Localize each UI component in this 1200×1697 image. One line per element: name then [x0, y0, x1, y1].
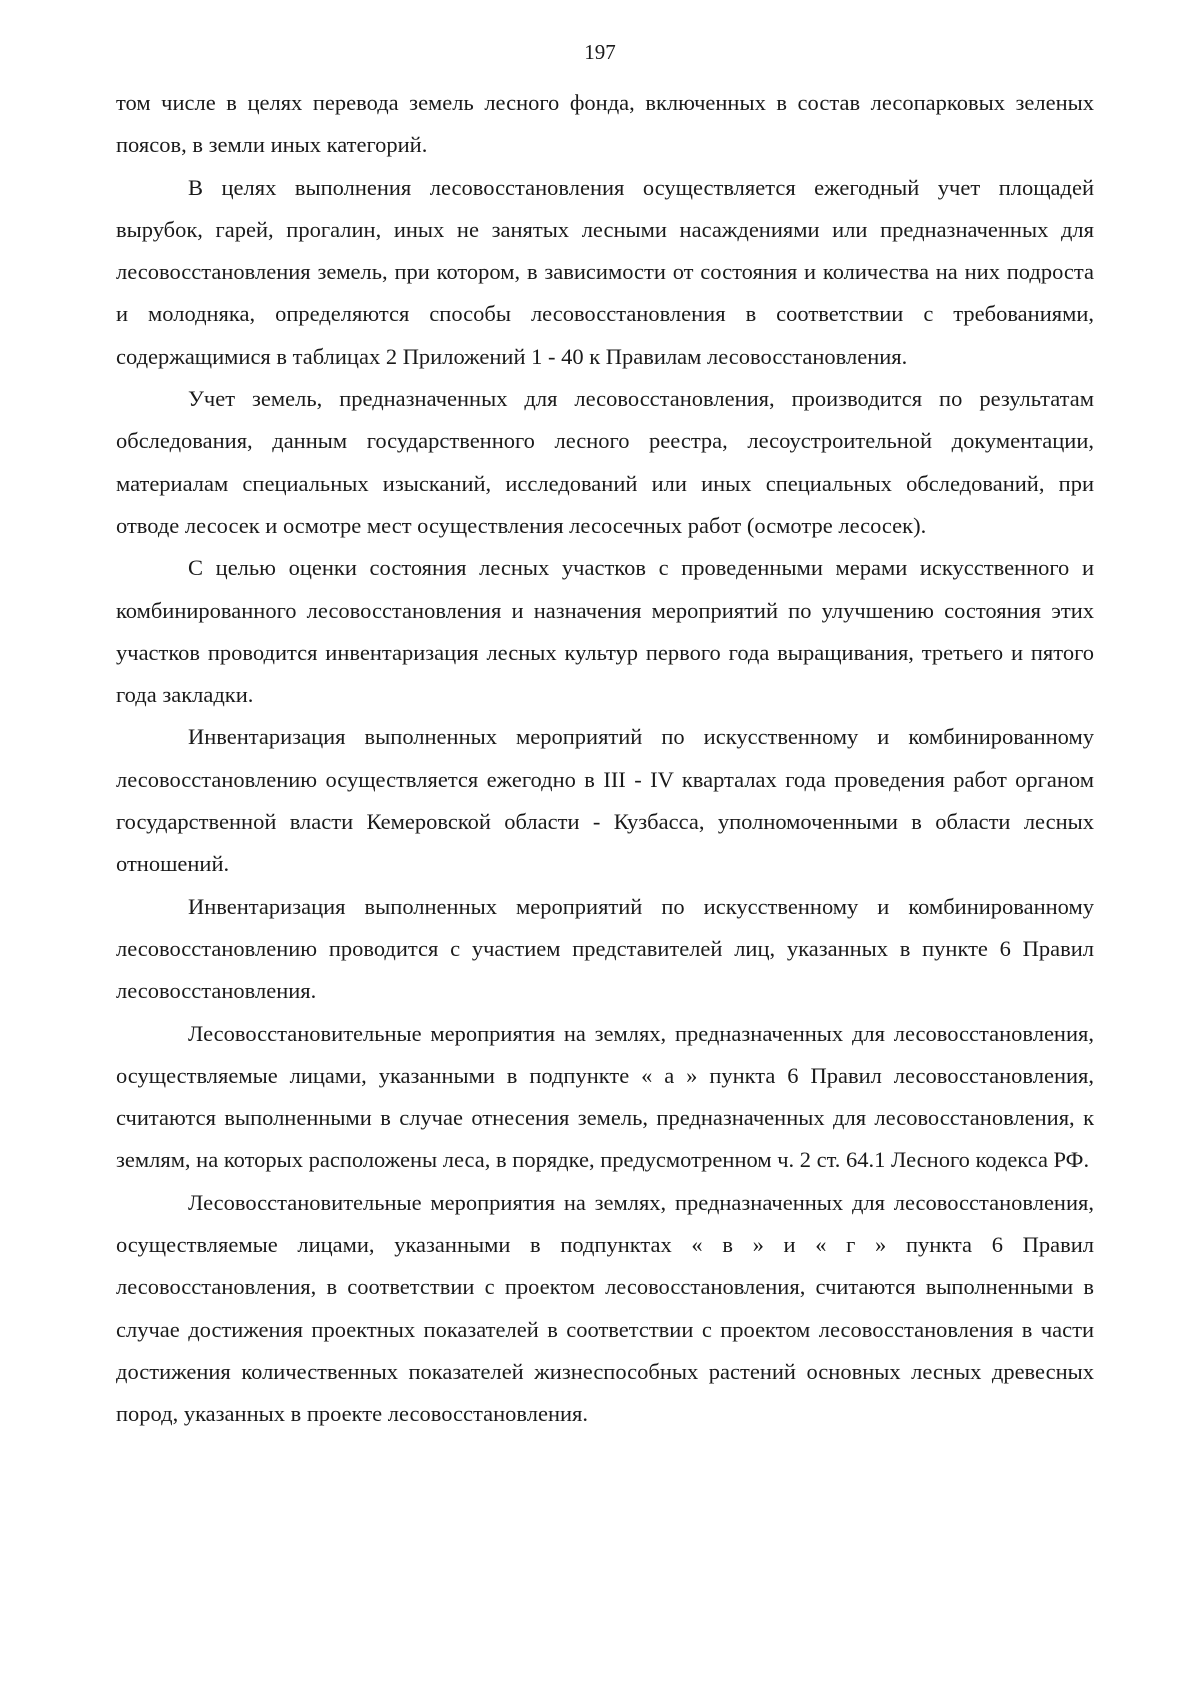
- paragraph-inventory-schedule: Инвентаризация выполненных мероприятий по искусственному и комбинированному лесовосстановлению осуществляется ежегодно в III - IV кварталах года проведения работ органом государственной власти Кемеровской области - Кузбасса, уполномоченными в области лесных отношений.: [116, 724, 1094, 877]
- paragraph-area-accounting: В целях выполнения лесовосстановления осуществляется ежегодный учет площадей вырубок, гарей, прогалин, иных не занятых лесными насаждениями или предназначенных для лесовосстановления земель, при котором, в зависимости от состояния и количества на них подроста и молодняка, определяются способы лесовосстановления в соответствии с требованиями, содержащимися в таблицах 2 Приложений 1 - 40 к Правилам лесовосстановления.: [116, 174, 1094, 369]
- paragraph-inventory-purpose: С целью оценки состояния лесных участков с проведенными мерами искусственного и комбинированного лесовосстановления и назначения мероприятий по улучшению состояния этих участков проводится инвентаризация лесных культур первого года выращивания, третьего и пятого года закладки.: [116, 555, 1094, 708]
- document-body: [116, 82, 1094, 1436]
- paragraph-measures-subpoint-a: Лесовосстановительные мероприятия на землях, предназначенных для лесовосстановления, осуществляемые лицами, указанными в подпункте « а » пункта 6 Правил лесовосстановления, считаются выполненными в случае отнесения земель, предназначенных для лесовосстановления, к землям, на которых расположены леса, в порядке, предусмотренном ч. 2 ст. 64.1 Лесного кодекса РФ.: [116, 1020, 1094, 1173]
- page-number: 197: [584, 40, 616, 64]
- paragraph-inventory-participants: Инвентаризация выполненных мероприятий по искусственному и комбинированному лесовосстановлению проводится с участием представителей лиц, указанных в пункте 6 Правил лесовосстановления.: [116, 893, 1094, 1004]
- paragraph-continuation: том числе в целях перевода земель лесного фонда, включенных в состав лесопарковых зеленых поясов, в земли иных категорий.: [116, 90, 1094, 158]
- paragraph-measures-subpoints-v-g: Лесовосстановительные мероприятия на землях, предназначенных для лесовосстановления, осуществляемые лицами, указанными в подпунктах « в » и « г » пункта 6 Правил лесовосстановления, в соответствии с проектом лесовосстановления, считаются выполненными в случае достижения проектных показателей в соответствии с проектом лесовосстановления в части достижения количественных показателей жизнеспособных растений основных лесных древесных пород, указанных в проекте лесовосстановления.: [116, 1189, 1094, 1427]
- paragraph-land-accounting-sources: Учет земель, предназначенных для лесовосстановления, производится по результатам обследования, данным государственного лесного реестра, лесоустроительной документации, материалам специальных изысканий, исследований или иных специальных обследований, при отводе лесосек и осмотре мест осуществления лесосечных работ (осмотре лесосек).: [116, 386, 1094, 538]
